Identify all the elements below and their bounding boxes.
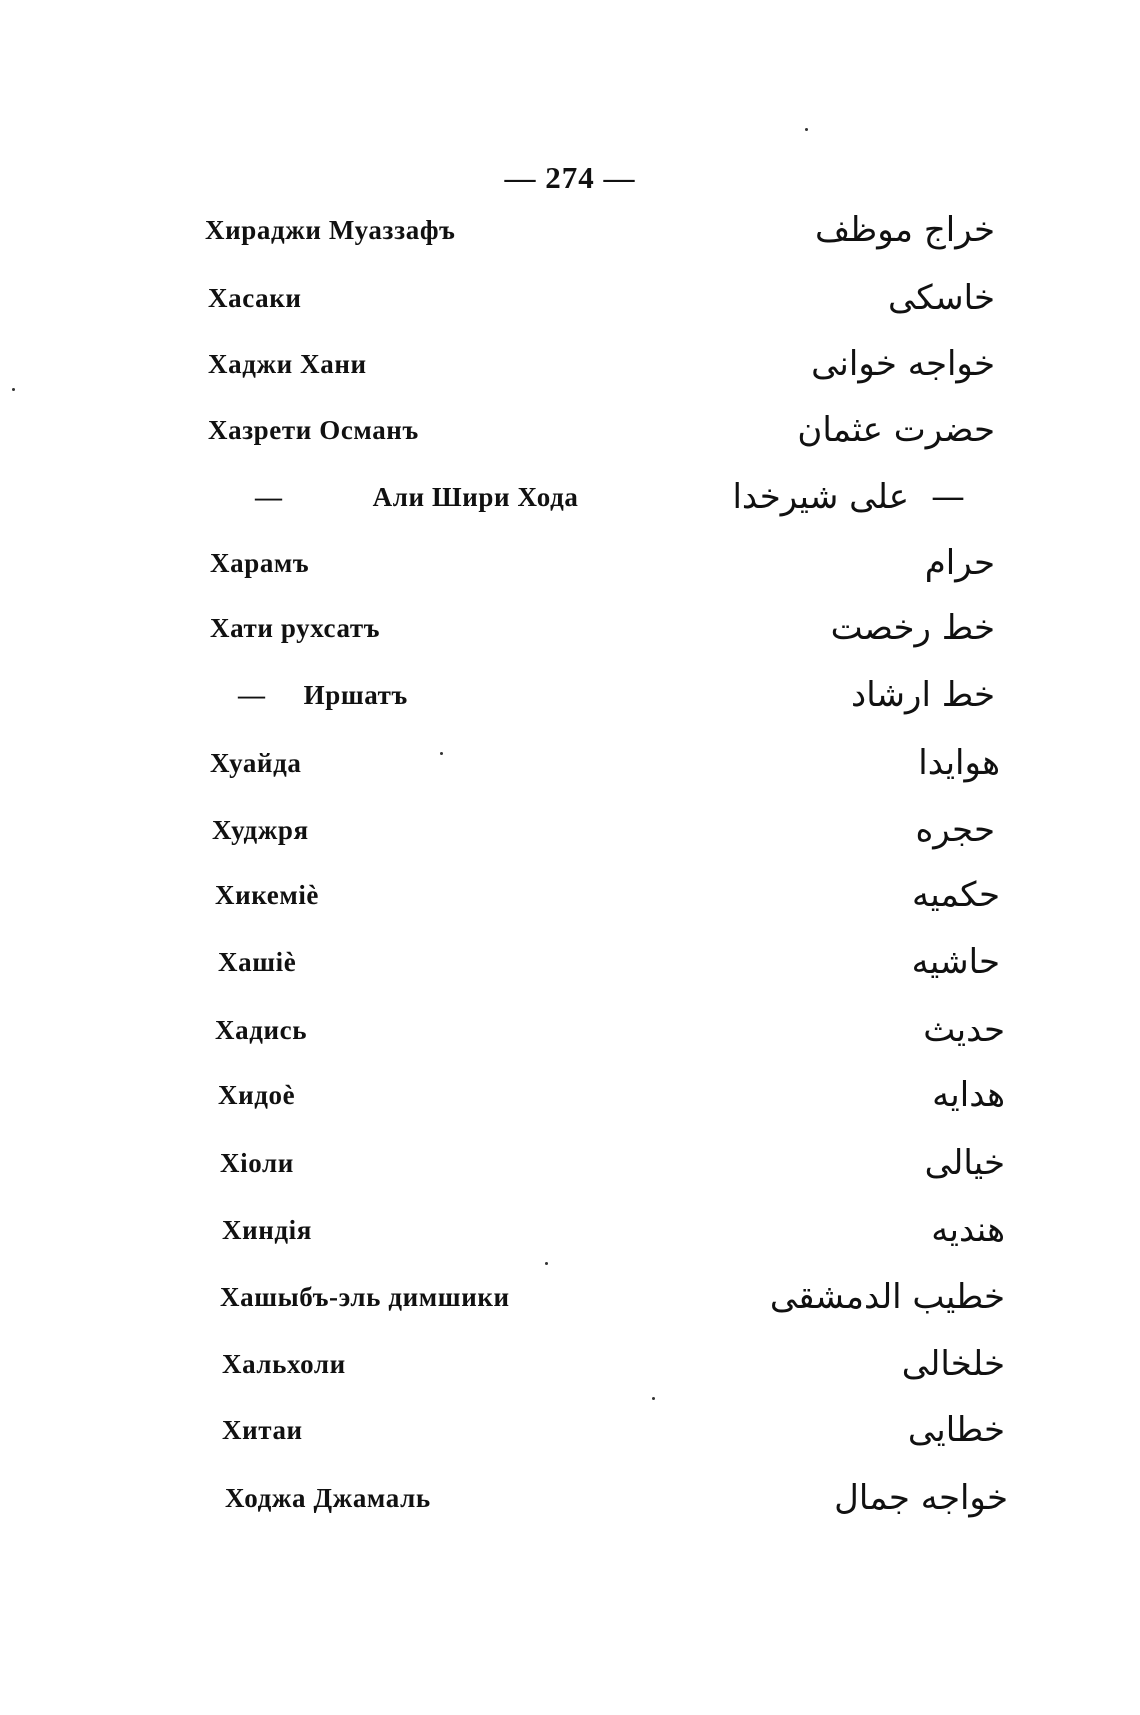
- term-arabic: [811, 339, 995, 389]
- term-russian-text: Хуайда: [210, 748, 302, 778]
- term-russian-text: Иршатъ: [303, 680, 408, 710]
- term-russian: [210, 738, 301, 788]
- term-arabic: [732, 472, 965, 522]
- term-russian-text: Хаджи Хани: [208, 349, 367, 379]
- term-russian: [208, 405, 419, 455]
- term-arabic-text: هدايه: [932, 1075, 1005, 1115]
- ditto-dash: —: [238, 680, 266, 710]
- term-russian-text: Ходжа Джамаль: [225, 1483, 431, 1513]
- term-arabic-text: هوايدا: [918, 743, 1000, 783]
- term-russian: [210, 538, 309, 588]
- term-russian: [222, 1405, 303, 1455]
- list-item: [0, 1205, 1140, 1255]
- list-item: [0, 1138, 1140, 1188]
- term-russian-text: Хитаи: [222, 1415, 303, 1445]
- term-arabic-text: حضرت عثمان: [797, 410, 995, 450]
- term-russian-text: Хасаки: [208, 283, 302, 313]
- term-arabic: [923, 1005, 1005, 1055]
- term-russian-text: Хашіѐ: [218, 947, 297, 977]
- list-item: [0, 405, 1140, 455]
- list-item: [0, 205, 1140, 255]
- term-russian: [222, 1339, 346, 1389]
- term-arabic: [925, 1138, 1005, 1188]
- term-arabic: [915, 805, 995, 855]
- term-russian-text: Хиндія: [222, 1215, 312, 1245]
- term-arabic: [902, 1339, 1005, 1389]
- list-item: [0, 870, 1140, 920]
- term-russian: [208, 273, 302, 323]
- term-arabic: [932, 1070, 1005, 1120]
- list-item: [0, 1339, 1140, 1389]
- term-russian: [238, 670, 408, 720]
- term-arabic: [770, 1272, 1005, 1322]
- print-speck: [545, 1262, 548, 1265]
- list-item: [0, 738, 1140, 788]
- term-russian-text: Хадись: [215, 1015, 308, 1045]
- list-item: [0, 472, 1140, 522]
- term-russian: [220, 1138, 294, 1188]
- term-arabic-text: خط رخصت: [830, 608, 995, 648]
- term-arabic-text: خط ارشاد: [851, 675, 995, 715]
- term-arabic-text: خلخالى: [901, 1344, 1005, 1384]
- term-russian: [205, 205, 455, 255]
- term-arabic: [851, 670, 995, 720]
- print-speck: [12, 388, 15, 391]
- list-item: [0, 1272, 1140, 1322]
- print-speck: [805, 128, 808, 131]
- term-russian: [215, 870, 319, 920]
- term-russian-text: Хазрети Османъ: [208, 415, 419, 445]
- term-russian-text: Хикеміѐ: [215, 880, 319, 910]
- list-item: [0, 670, 1140, 720]
- term-russian-text: Худжря: [212, 815, 309, 845]
- term-russian-text: Харамъ: [210, 548, 310, 578]
- term-russian: [225, 1473, 431, 1523]
- print-speck: [440, 752, 443, 755]
- term-russian-text: Хати рухсатъ: [210, 613, 381, 643]
- list-item: [0, 937, 1140, 987]
- term-arabic: [831, 603, 995, 653]
- term-russian: [218, 1070, 295, 1120]
- term-russian-text: Али Шири Хода: [372, 482, 579, 512]
- term-arabic-text: حديث: [923, 1010, 1005, 1050]
- term-arabic-text: حاشيه: [911, 942, 1000, 982]
- ditto-dash: —: [255, 482, 283, 512]
- term-russian: [212, 805, 309, 855]
- term-arabic: [815, 205, 995, 255]
- term-russian-text: Хіоли: [220, 1148, 294, 1178]
- term-arabic: [925, 538, 995, 588]
- term-arabic-text: حكميه: [912, 875, 1000, 915]
- term-russian-text: Хидоѐ: [218, 1080, 296, 1110]
- term-russian: [218, 937, 296, 987]
- list-item: [0, 603, 1140, 653]
- term-arabic-text: على شيرخدا: [732, 477, 909, 517]
- list-item: [0, 273, 1140, 323]
- term-arabic: [834, 1473, 1008, 1523]
- term-arabic: [918, 738, 1000, 788]
- term-russian-text: Хираджи Муаззафъ: [205, 215, 456, 245]
- page-number: — 274 —: [504, 160, 636, 195]
- term-arabic: [888, 273, 995, 323]
- term-arabic-text: حجره: [915, 810, 995, 850]
- ditto-dash: —: [931, 477, 965, 517]
- list-item: [0, 1070, 1140, 1120]
- term-arabic: [912, 937, 1000, 987]
- list-item: [0, 1005, 1140, 1055]
- term-russian: [222, 1205, 312, 1255]
- term-russian: [255, 472, 578, 522]
- term-russian: [208, 339, 367, 389]
- term-russian-text: Хальхоли: [222, 1349, 346, 1379]
- list-item: [0, 805, 1140, 855]
- term-arabic: [912, 870, 1000, 920]
- term-arabic-text: خيالى: [924, 1143, 1005, 1183]
- list-item: [0, 1405, 1140, 1455]
- list-item: [0, 1473, 1140, 1523]
- term-arabic-text: خطايى: [907, 1410, 1005, 1450]
- print-speck: [652, 1397, 655, 1400]
- term-arabic-text: خواجه خوانى: [811, 344, 995, 384]
- term-arabic-text: خاسكى: [888, 278, 995, 318]
- term-russian: [220, 1272, 510, 1322]
- term-russian: [215, 1005, 307, 1055]
- term-arabic-text: هنديه: [931, 1210, 1005, 1250]
- term-arabic-text: خواجه جمال: [834, 1478, 1008, 1518]
- term-arabic-text: خطيب الدمشقى: [769, 1277, 1005, 1317]
- term-arabic: [908, 1405, 1005, 1455]
- list-item: [0, 538, 1140, 588]
- list-item: [0, 339, 1140, 389]
- term-russian-text: Хашыбъ-эль димшики: [220, 1282, 510, 1312]
- term-arabic: [931, 1205, 1005, 1255]
- term-arabic: [797, 405, 995, 455]
- term-arabic-text: خراج موظف: [814, 210, 995, 250]
- term-arabic-text: حرام: [924, 543, 995, 583]
- term-russian: [210, 603, 380, 653]
